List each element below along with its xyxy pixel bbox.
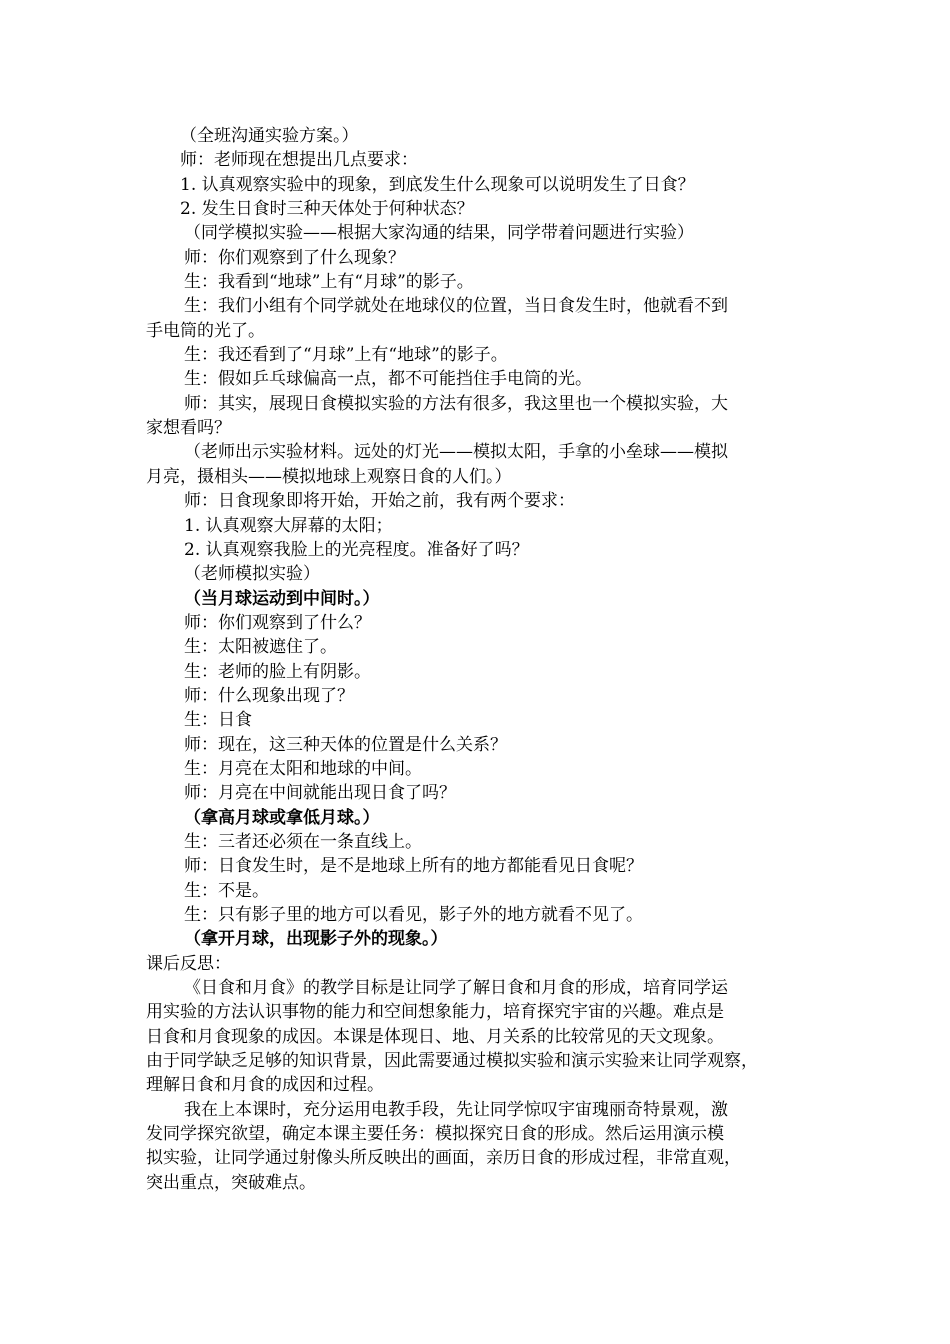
text-line: 理解日食和月食的成因和过程。 (146, 1075, 384, 1096)
text-line: 师：月亮在中间就能出现日食了吗？ (184, 783, 456, 804)
text-line: （拿开月球，出现影子外的现象。） (184, 929, 448, 950)
text-line: （同学模拟实验——根据大家沟通的结果，同学带着问题进行实验） (184, 223, 694, 244)
text-line: 1. 认真观察实验中的现象，到底发生什么现象可以说明发生了日食？ (180, 174, 695, 195)
text-line: 生：只有影子里的地方可以看见，影子外的地方就看不见了。 (184, 905, 643, 925)
text-line: 2. 认真观察我脸上的光亮程度。准备好了吗？ (184, 539, 529, 560)
text-line: 由于同学缺乏足够的知识背景，因此需要通过模拟实验和演示实验来让同学观察， (146, 1051, 758, 1072)
text-line: 生：我还看到了“月球”上有“地球”的影子。 (184, 345, 508, 366)
text-line: 2. 发生日食时三种天体处于何种状态？ (180, 199, 474, 220)
text-line: 生：太阳被遮住了。 (184, 637, 337, 658)
text-line: （全班沟通实验方案。） (180, 126, 359, 146)
text-line: 师：日食现象即将开始，开始之前，我有两个要求： (184, 491, 575, 512)
text-line: 《日食和月食》的教学目标是让同学了解日食和月食的形成，培育同学运 (184, 978, 728, 999)
text-line: 突出重点，突破难点。 (146, 1172, 316, 1193)
text-line: 用实验的方法认识事物的能力和空间想象能力，培育探究宇宙的兴趣。难点是 (146, 1002, 724, 1023)
text-line: 家想看吗？ (146, 418, 231, 439)
text-line: （老师模拟实验） (184, 564, 320, 585)
text-line: 生：假如乒乓球偏高一点，都不可能挡住手电筒的光。 (184, 369, 592, 390)
text-line: 师：你们观察到了什么现象？ (184, 247, 405, 268)
text-line: 1. 认真观察大屏幕的太阳； (184, 515, 393, 536)
text-line: （拿高月球或拿低月球。） (184, 807, 380, 828)
text-line: 月亮，摄相头——模拟地球上观察日食的人们。） (146, 466, 512, 487)
text-line: 生：我们小组有个同学就处在地球仪的位置，当日食发生时，他就看不到 (184, 296, 728, 317)
text-line: 师：其实，展现日食模拟实验的方法有很多，我这里也一个模拟实验，大 (184, 393, 728, 414)
text-line: 生：我看到“地球”上有“月球”的影子。 (184, 272, 474, 293)
text-line: 师：日食发生时，是不是地球上所有的地方都能看见日食呢？ (184, 856, 643, 877)
text-line: 生：月亮在太阳和地球的中间。 (184, 758, 422, 779)
text-line: （老师出示实验材料。远处的灯光——模拟太阳，手拿的小垒球——模拟 (184, 442, 728, 463)
text-line: 生：三者还必须在一条直线上。 (184, 831, 422, 852)
text-line: 日食和月食现象的成因。本课是体现日、地、月关系的比较常见的天文现象。 (146, 1026, 724, 1047)
text-line: 生：日食 (184, 710, 252, 731)
text-line: 师：什么现象出现了？ (184, 685, 354, 706)
text-line: （当月球运动到中间时。） (184, 588, 380, 609)
text-line: 课后反思： (146, 953, 231, 974)
text-line: 生：老师的脸上有阴影。 (184, 661, 371, 682)
text-line: 师：老师现在想提出几点要求： (180, 150, 418, 171)
text-line: 师：现在，这三种天体的位置是什么关系？ (184, 734, 507, 755)
text-line: 我在上本课时，充分运用电教手段，先让同学惊叹宇宙瑰丽奇特景观，激 (184, 1099, 728, 1120)
text-line: 师：你们观察到了什么？ (184, 612, 371, 633)
document-body (146, 124, 806, 1195)
text-line: 生：不是。 (184, 880, 269, 901)
text-line: 发同学探究欲望，确定本课主要任务：模拟探究日食的形成。然后运用演示模 (146, 1124, 724, 1145)
text-line: 手电筒的光了。 (146, 320, 265, 341)
text-line: 拟实验，让同学通过射像头所反映出的画面，亲历日食的形成过程，非常直观， (146, 1148, 741, 1169)
